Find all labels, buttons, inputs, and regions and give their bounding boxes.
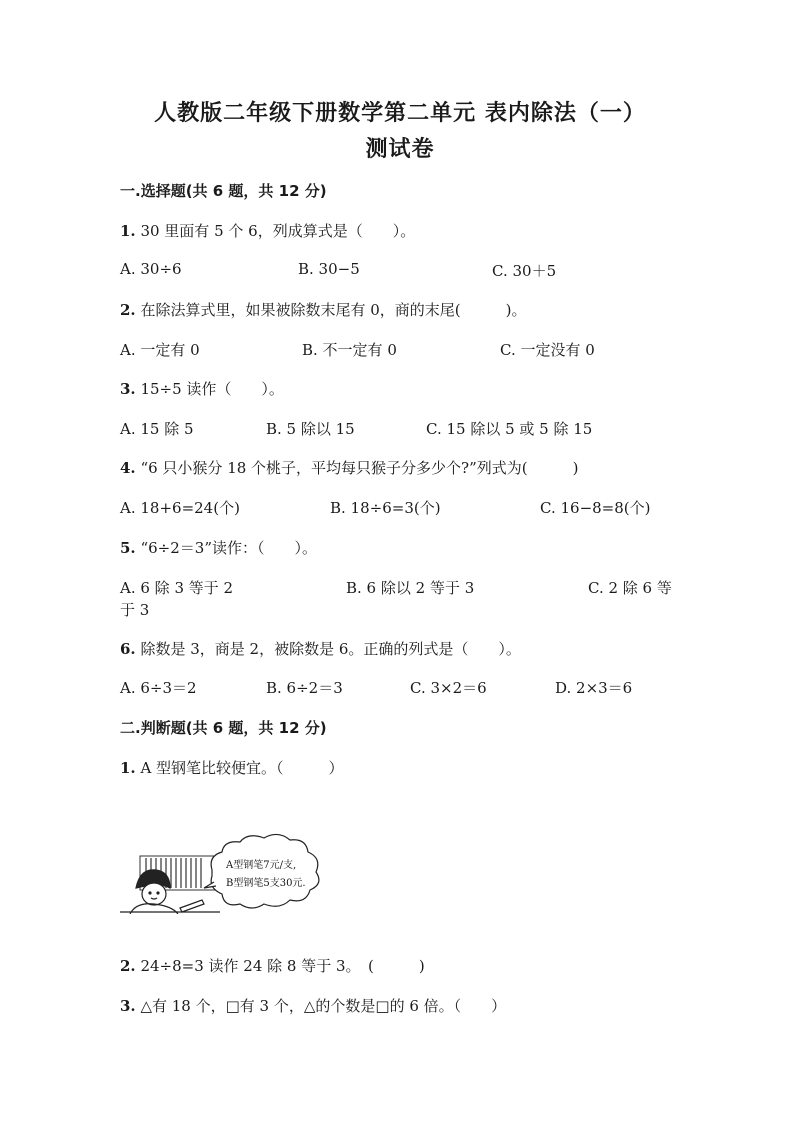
option-c: C. 16−8=8(个) <box>540 499 651 517</box>
speech-line-1: A型钢笔7元/支, <box>226 860 297 871</box>
option-c: C. 30＋5 <box>492 262 557 280</box>
question-3 <box>120 378 284 399</box>
option-a: A. 15 除 5 <box>120 420 194 438</box>
judgement-question-1 <box>120 757 344 778</box>
question-5 <box>120 537 317 558</box>
question-number: 1. <box>120 759 136 777</box>
question-number: 1. <box>120 222 136 240</box>
question-number: 5. <box>120 539 136 557</box>
option-d: D. 2×3＝6 <box>555 679 633 697</box>
question-text: △有 18 个，□有 3 个，△的个数是□的 6 倍。（ ） <box>140 997 507 1015</box>
option-b: B. 18÷6=3(个) <box>330 499 441 517</box>
question-text: “6÷2＝3”读作：（ ）。 <box>140 539 317 557</box>
section-heading-choice: 一.选择题(共 6 题，共 12 分) <box>120 182 327 200</box>
speech-cloud-icon <box>204 834 319 908</box>
question-text: 在除法算式里，如果被除数末尾有 0，商的末尾( )。 <box>140 301 527 319</box>
option-b: B. 6 除以 2 等于 3 <box>346 579 475 597</box>
question-text: A 型钢笔比较便宜。（ ） <box>140 759 344 777</box>
option-b: B. 30−5 <box>298 260 360 278</box>
question-4 <box>120 457 578 478</box>
question-number: 2. <box>120 957 136 975</box>
judgement-question-3 <box>120 995 506 1016</box>
question-text: 除数是 3，商是 2，被除数是 6。正确的列式是（ ）。 <box>140 640 521 658</box>
question-text: “6 只小猴分 18 个桃子，平均每只猴子分多少个?”列式为( ) <box>140 459 579 477</box>
question-text: 24÷8=3 读作 24 除 8 等于 3。 ( ) <box>140 957 425 975</box>
question-2 <box>120 299 526 320</box>
option-b: B. 5 除以 15 <box>266 420 355 438</box>
page-title: 人教版二年级下册数学第二单元 表内除法（一） <box>154 101 646 126</box>
pen-icon <box>120 900 220 912</box>
speech-line-2: B型钢笔5支30元. <box>226 878 306 889</box>
girl-with-pens-illustration <box>120 826 340 914</box>
option-a: A. 6÷3＝2 <box>120 679 197 697</box>
option-c: C. 一定没有 0 <box>500 341 595 359</box>
page-subtitle: 测试卷 <box>365 137 435 162</box>
question-text: 30 里面有 5 个 6，列成算式是（ ）。 <box>140 222 416 240</box>
option-b: B. 6÷2＝3 <box>266 679 343 697</box>
question-text: 15÷5 读作（ ）。 <box>140 380 284 398</box>
question-number: 3. <box>120 997 136 1015</box>
question-1 <box>120 220 415 241</box>
judgement-question-2 <box>120 955 425 976</box>
option-a: A. 6 除 3 等于 2 <box>120 579 234 597</box>
option-c: C. 2 除 6 等 <box>588 579 672 597</box>
question-6 <box>120 638 521 659</box>
question-number: 6. <box>120 640 136 658</box>
option-c-continued: 于 3 <box>120 601 150 619</box>
option-a: A. 30÷6 <box>120 260 182 278</box>
question-number: 2. <box>120 301 136 319</box>
option-a: A. 一定有 0 <box>120 341 200 359</box>
question-number: 3. <box>120 380 136 398</box>
section-heading-judgement: 二.判断题(共 6 题，共 12 分) <box>120 719 327 737</box>
option-c: C. 15 除以 5 或 5 除 15 <box>426 420 593 438</box>
option-c: C. 3×2＝6 <box>410 679 487 697</box>
option-b: B. 不一定有 0 <box>302 341 397 359</box>
option-a: A. 18+6=24(个) <box>120 499 240 517</box>
question-number: 4. <box>120 459 136 477</box>
